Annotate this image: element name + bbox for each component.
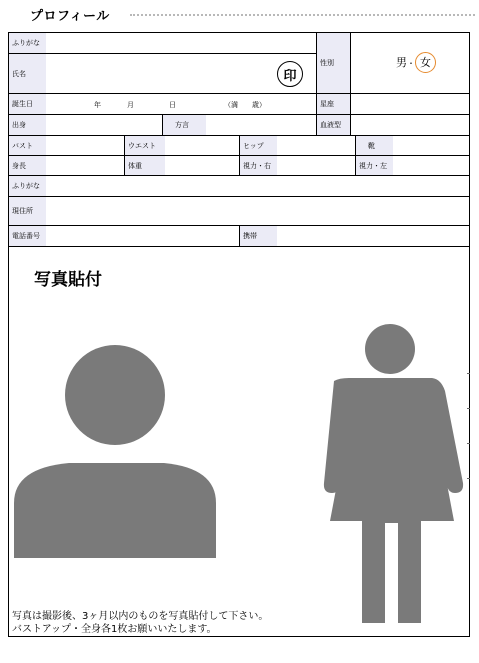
zodiac-label: 星座 <box>317 94 350 114</box>
photo-section-title: 写真貼付 <box>34 270 102 290</box>
name-section <box>9 33 469 94</box>
waist-label: ウエスト <box>125 136 165 155</box>
origin-row <box>9 115 469 136</box>
address-label: 現住所 <box>9 197 46 225</box>
hip-label: ヒップ <box>240 136 277 155</box>
mobile-label: 携帯 <box>240 226 277 246</box>
gender-options[interactable] <box>396 52 436 73</box>
body-row <box>9 156 469 176</box>
person-bust-icon <box>14 345 216 558</box>
furigana-field[interactable] <box>46 33 316 53</box>
person-full-body-icon <box>324 324 463 623</box>
seal-stamp-mark: 印 <box>277 61 303 87</box>
birthday-day: 日 <box>169 101 176 109</box>
dialect-label: 方言 <box>163 115 206 135</box>
blood-type-label: 血液型 <box>317 115 350 135</box>
gender-separator: ・ <box>407 59 415 68</box>
birthday-year: 年 <box>94 101 101 109</box>
page-title: プロフィール <box>30 9 110 24</box>
address-furigana-row <box>9 176 469 197</box>
birthday-label: 誕生日 <box>9 94 46 114</box>
phone-row <box>9 226 469 247</box>
origin-label: 出身 <box>9 115 46 135</box>
gender-male[interactable]: 男 <box>396 56 407 69</box>
shoe-label: 靴 <box>356 136 393 155</box>
profile-form <box>8 32 470 637</box>
name-field[interactable] <box>46 54 316 93</box>
photo-instruction-line-1: 写真は撮影後、3ヶ月以内のものを写真貼付して下さい。 <box>12 611 269 622</box>
birthday-month: 月 <box>127 101 134 109</box>
gender-label: 性別 <box>317 33 350 93</box>
address-row <box>9 197 469 226</box>
gender-female[interactable]: 女 <box>415 52 436 73</box>
name-label: 氏名 <box>9 54 46 93</box>
bust-label: バスト <box>9 136 46 155</box>
measurement-row <box>9 136 469 156</box>
photo-instruction-line-2: バストアップ・全身各1枚お願いいたします。 <box>12 624 217 635</box>
birthday-row <box>9 94 469 115</box>
weight-label: 体重 <box>125 156 165 175</box>
phone-label: 電話番号 <box>9 226 46 246</box>
birthday-age: （満 歳） <box>224 101 266 109</box>
furigana-label: ふりがな <box>9 33 46 53</box>
height-label: 身長 <box>9 156 46 175</box>
vision-left-label: 視力・左 <box>356 156 393 175</box>
title-divider <box>130 14 475 16</box>
address-furigana-label: ふりがな <box>9 176 46 196</box>
vision-right-label: 視力・右 <box>240 156 277 175</box>
